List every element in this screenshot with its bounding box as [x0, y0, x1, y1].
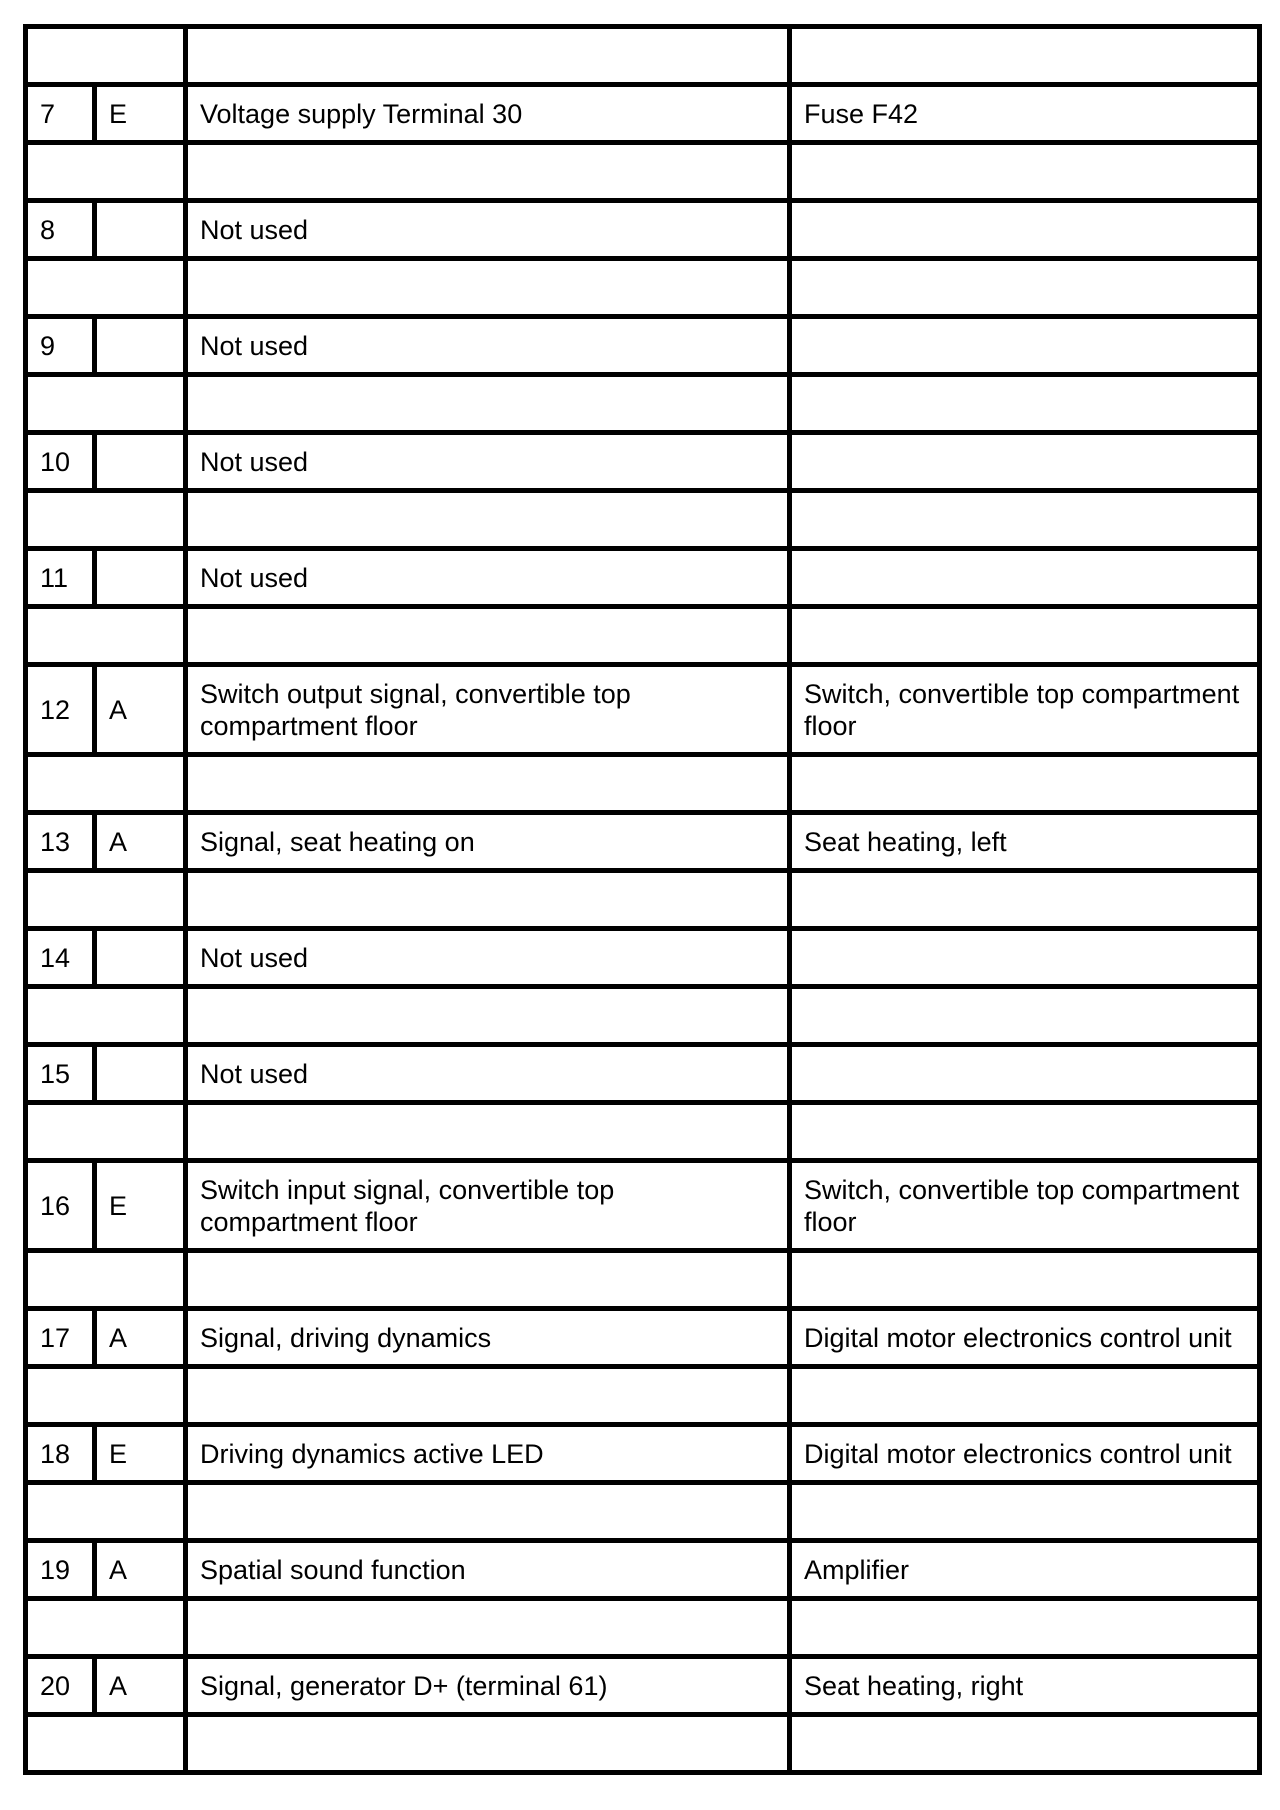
pin-number-cell: 10 [26, 433, 95, 491]
signal-type-cell [95, 549, 186, 607]
spacer-cell [790, 987, 1260, 1045]
spacer-cell [26, 1599, 186, 1657]
spacer-cell [26, 1103, 186, 1161]
pin-row [26, 433, 1260, 491]
description-cell: Switch input signal, convertible top compartment floor [186, 1161, 790, 1251]
description-cell: Signal, driving dynamics [186, 1309, 790, 1367]
pin-number-cell: 11 [26, 549, 95, 607]
spacer-cell [186, 143, 790, 201]
spacer-row [26, 1103, 1260, 1161]
connection-cell [790, 549, 1260, 607]
signal-type-cell: A [95, 1657, 186, 1715]
pin-row [26, 317, 1260, 375]
spacer-row [26, 143, 1260, 201]
spacer-cell [790, 1251, 1260, 1309]
spacer-cell [790, 1599, 1260, 1657]
connection-cell [790, 1045, 1260, 1103]
signal-type-cell: A [95, 665, 186, 755]
signal-type-cell: E [95, 1425, 186, 1483]
pin-row [26, 201, 1260, 259]
connection-cell: Digital motor electronics control unit [790, 1309, 1260, 1367]
signal-type-cell: A [95, 1309, 186, 1367]
connection-cell [790, 201, 1260, 259]
pin-row [26, 1161, 1260, 1251]
spacer-cell [26, 871, 186, 929]
spacer-cell [790, 259, 1260, 317]
spacer-cell [790, 491, 1260, 549]
connection-cell [790, 929, 1260, 987]
spacer-cell [26, 259, 186, 317]
spacer-cell [26, 1483, 186, 1541]
connection-cell: Fuse F42 [790, 85, 1260, 143]
connection-cell [790, 433, 1260, 491]
signal-type-cell: A [95, 813, 186, 871]
pin-row [26, 85, 1260, 143]
pin-number-cell: 8 [26, 201, 95, 259]
pin-number-cell: 20 [26, 1657, 95, 1715]
spacer-cell [186, 987, 790, 1045]
spacer-cell [790, 375, 1260, 433]
spacer-cell [186, 1103, 790, 1161]
description-cell: Not used [186, 317, 790, 375]
spacer-cell [790, 1367, 1260, 1425]
spacer-row [26, 1715, 1260, 1773]
description-cell: Not used [186, 1045, 790, 1103]
spacer-row [26, 987, 1260, 1045]
description-cell: Spatial sound function [186, 1541, 790, 1599]
pin-number-cell: 19 [26, 1541, 95, 1599]
spacer-cell [186, 1483, 790, 1541]
spacer-cell [186, 1251, 790, 1309]
spacer-cell [790, 143, 1260, 201]
description-cell: Signal, seat heating on [186, 813, 790, 871]
signal-type-cell: A [95, 1541, 186, 1599]
spacer-cell [26, 1251, 186, 1309]
pin-number-cell: 18 [26, 1425, 95, 1483]
spacer-row [26, 607, 1260, 665]
description-cell: Not used [186, 549, 790, 607]
spacer-cell [26, 755, 186, 813]
description-cell: Not used [186, 433, 790, 491]
spacer-cell [790, 871, 1260, 929]
signal-type-cell [95, 201, 186, 259]
spacer-cell [186, 27, 790, 85]
pin-table-body [26, 27, 1260, 1773]
connection-cell: Switch, convertible top compartment floor [790, 1161, 1260, 1251]
connection-cell: Seat heating, left [790, 813, 1260, 871]
spacer-row [26, 27, 1260, 85]
spacer-cell [790, 27, 1260, 85]
spacer-cell [26, 1367, 186, 1425]
pin-number-cell: 13 [26, 813, 95, 871]
pin-row [26, 1425, 1260, 1483]
pin-assignment-table [23, 24, 1262, 1775]
signal-type-cell: E [95, 1161, 186, 1251]
spacer-cell [26, 987, 186, 1045]
spacer-cell [790, 1715, 1260, 1773]
spacer-cell [26, 607, 186, 665]
signal-type-cell [95, 433, 186, 491]
pin-row [26, 1541, 1260, 1599]
signal-type-cell [95, 317, 186, 375]
spacer-row [26, 1599, 1260, 1657]
description-cell: Voltage supply Terminal 30 [186, 85, 790, 143]
spacer-row [26, 755, 1260, 813]
spacer-cell [790, 755, 1260, 813]
spacer-row [26, 1483, 1260, 1541]
pin-row [26, 813, 1260, 871]
signal-type-cell: E [95, 85, 186, 143]
spacer-cell [790, 1483, 1260, 1541]
description-cell: Not used [186, 201, 790, 259]
spacer-row [26, 259, 1260, 317]
pin-row [26, 1045, 1260, 1103]
spacer-cell [186, 259, 790, 317]
spacer-row [26, 375, 1260, 433]
pin-number-cell: 12 [26, 665, 95, 755]
spacer-cell [26, 27, 186, 85]
spacer-cell [790, 607, 1260, 665]
spacer-cell [186, 1367, 790, 1425]
connection-cell: Seat heating, right [790, 1657, 1260, 1715]
connection-cell: Digital motor electronics control unit [790, 1425, 1260, 1483]
description-cell: Not used [186, 929, 790, 987]
pin-row [26, 929, 1260, 987]
spacer-cell [186, 1599, 790, 1657]
spacer-cell [186, 755, 790, 813]
description-cell: Driving dynamics active LED [186, 1425, 790, 1483]
pin-number-cell: 17 [26, 1309, 95, 1367]
connection-cell: Switch, convertible top compartment floor [790, 665, 1260, 755]
spacer-cell [186, 1715, 790, 1773]
spacer-cell [186, 607, 790, 665]
pin-row [26, 665, 1260, 755]
spacer-cell [186, 375, 790, 433]
pin-row [26, 549, 1260, 607]
spacer-row [26, 1367, 1260, 1425]
pin-number-cell: 14 [26, 929, 95, 987]
spacer-cell [790, 1103, 1260, 1161]
spacer-row [26, 1251, 1260, 1309]
spacer-cell [26, 143, 186, 201]
spacer-cell [186, 871, 790, 929]
connection-cell: Amplifier [790, 1541, 1260, 1599]
spacer-cell [26, 491, 186, 549]
spacer-row [26, 871, 1260, 929]
spacer-cell [26, 375, 186, 433]
pin-row [26, 1657, 1260, 1715]
connection-cell [790, 317, 1260, 375]
pin-number-cell: 16 [26, 1161, 95, 1251]
spacer-row [26, 491, 1260, 549]
pin-number-cell: 9 [26, 317, 95, 375]
spacer-cell [26, 1715, 186, 1773]
pin-row [26, 1309, 1260, 1367]
description-cell: Signal, generator D+ (terminal 61) [186, 1657, 790, 1715]
pin-number-cell: 15 [26, 1045, 95, 1103]
description-cell: Switch output signal, convertible top compartment floor [186, 665, 790, 755]
signal-type-cell [95, 1045, 186, 1103]
spacer-cell [186, 491, 790, 549]
signal-type-cell [95, 929, 186, 987]
pin-number-cell: 7 [26, 85, 95, 143]
